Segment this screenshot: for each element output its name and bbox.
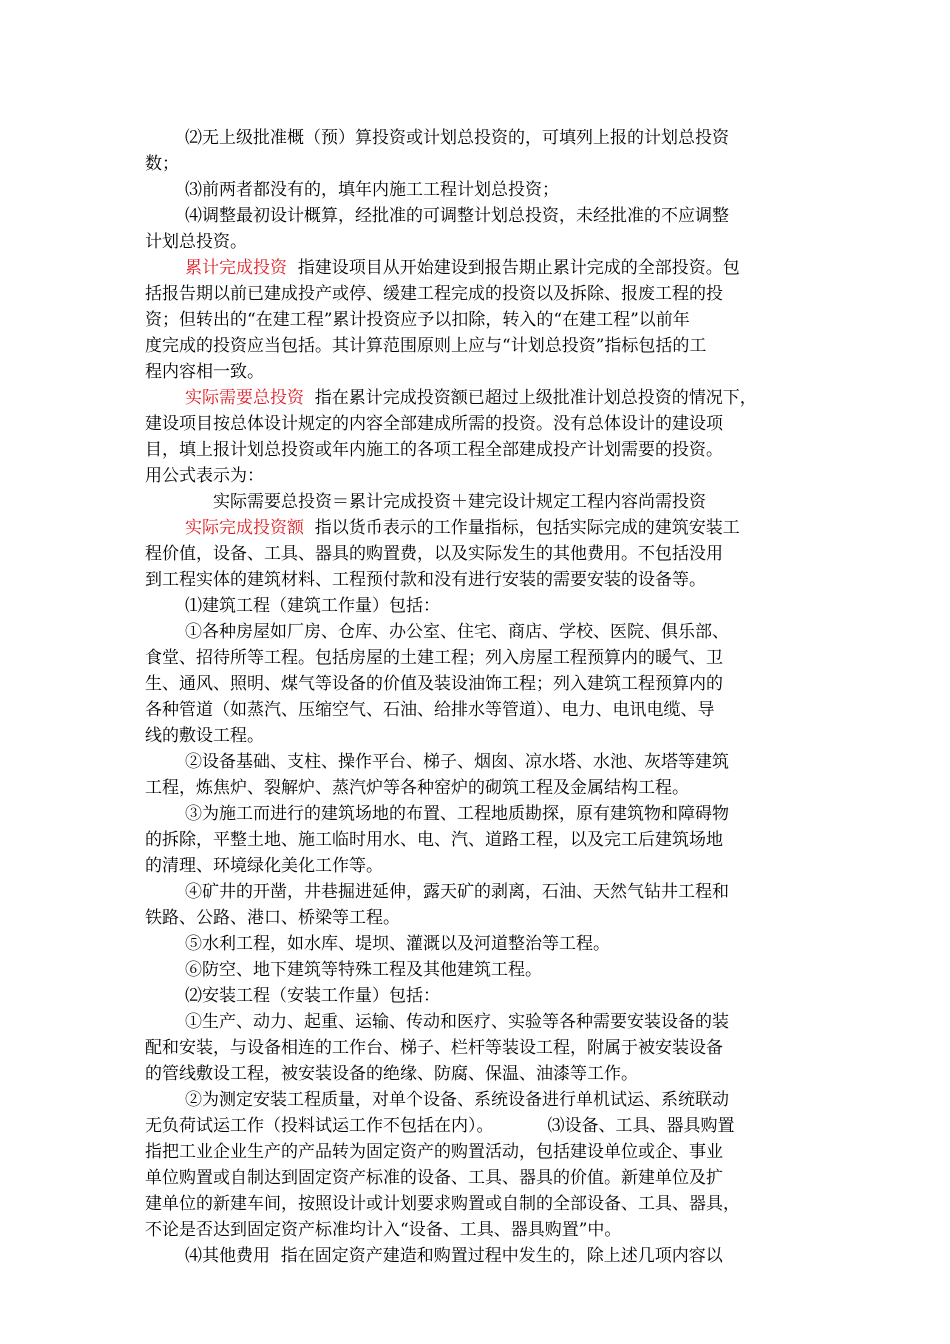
- term-actual-required-investment: 实际需要总投资: [185, 388, 304, 408]
- text-line: 工程，炼焦炉、裂解炉、蒸汽炉等各种窑炉的砌筑工程及金属结构工程。: [145, 778, 689, 798]
- text-line: ④矿井的开凿，井巷掘进延伸，露天矿的剥离，石油、天然气钻井工程和: [185, 882, 729, 902]
- text-line: 计划总投资。: [145, 232, 247, 252]
- term-actual-completed-investment: 实际完成投资额: [185, 518, 304, 538]
- definition-text: 指建设项目从开始建设到报告期止累计完成的全部投资。包: [287, 258, 740, 278]
- text-line: 的拆除，平整土地、施工临时用水、电、汽、道路工程，以及完工后建筑场地: [145, 830, 723, 850]
- text-line: 线的敷设工程。: [145, 726, 264, 746]
- text-line: 程内容相一致。: [145, 362, 264, 382]
- text-line: 用公式表示为：: [145, 466, 264, 486]
- text-line: 不论是否达到固定资产标准均计入“设备、工具、器具购置”中。: [145, 1220, 622, 1240]
- text-line: 度完成的投资应当包括。其计算范围原则上应与“计划总投资”指标包括的工: [145, 336, 707, 356]
- text-line: 建单位的新建车间，按照设计或计划要求购置或自制的全部设备、工具、器具，: [145, 1194, 740, 1214]
- text-line: ①各种房屋如厂房、仓库、办公室、住宅、商店、学校、医院、俱乐部、: [185, 622, 729, 642]
- text-line: 单位购置或自制达到固定资产标准的设备、工具、器具的价值。新建单位及扩: [145, 1168, 723, 1188]
- text-line: 铁路、公路、港口、桥梁等工程。: [145, 908, 400, 928]
- text-line: ③为施工而进行的建筑场地的布置、工程地质勘探，原有建筑物和障碍物: [185, 804, 729, 824]
- term-cumulative-investment: 累计完成投资: [185, 258, 287, 278]
- text-line: ②为测定安装工程质量，对单个设备、系统设备进行单机试运、系统联动: [185, 1090, 729, 1110]
- text-line: 到工程实体的建筑材料、工程预付款和没有进行安装的需要安装的设备等。: [145, 570, 706, 590]
- text-line: 无负荷试运工作（投料试运工作不包括在内）。 ⑶设备、工具、器具购置: [145, 1116, 735, 1136]
- text-line: 的管线敷设工程，被安装设备的绝缘、防腐、保温、油漆等工作。: [145, 1064, 638, 1084]
- text-line: ⑤水利工程，如水库、堤坝、灌溉以及河道整治等工程。: [185, 934, 610, 954]
- text-line: 配和安装，与设备相连的工作台、梯子、栏杆等装设工程，附属于被安装设备: [145, 1038, 723, 1058]
- text-line: 指把工业企业生产的产品转为固定资产的购置活动，包括建设单位或企、事业: [145, 1142, 723, 1162]
- text-line: ⑷其他费用 指在固定资产建造和购置过程中发生的，除上述几项内容以: [185, 1246, 723, 1266]
- text-line: 程价值，设备、工具、器具的购置费，以及实际发生的其他费用。不包括没用: [145, 544, 723, 564]
- text-line: 资；但转出的“在建工程”累计投资应予以扣除，转入的“在建工程”以前年: [145, 310, 690, 330]
- formula-line: 实际需要总投资＝累计完成投资＋建完设计规定工程内容尚需投资: [213, 492, 706, 512]
- text-line: 各种管道（如蒸汽、压缩空气、石油、给排水等管道）、电力、电讯电缆、导: [145, 700, 715, 720]
- text-line: 的清理、环境绿化美化工作等。: [145, 856, 383, 876]
- definition-line: [185, 515, 740, 541]
- definition-line: [185, 385, 757, 411]
- text-line: 括报告期以前已建成投产或停、缓建工程完成的投资以及拆除、报废工程的投: [145, 284, 723, 304]
- definition-line: [185, 255, 740, 281]
- section-heading: ⑴建筑工程（建筑工作量）包括：: [185, 596, 440, 616]
- text-line: ①生产、动力、起重、运输、传动和医疗、实验等各种需要安装设备的装: [185, 1012, 729, 1032]
- text-line: 建设项目按总体设计规定的内容全部建成所需的投资。没有总体设计的建设项: [145, 414, 723, 434]
- text-line: ②设备基础、支柱、操作平台、梯子、烟囱、凉水塔、水池、灰塔等建筑: [185, 752, 729, 772]
- text-line: 食堂、招待所等工程。包括房屋的土建工程；列入房屋工程预算内的暖气、卫: [145, 648, 723, 668]
- text-line: ⑶前两者都没有的，填年内施工工程计划总投资；: [185, 180, 559, 200]
- text-line: ⑵无上级批准概（预）算投资或计划总投资的，可填列上报的计划总投资: [185, 128, 729, 148]
- definition-text: 指在累计完成投资额已超过上级批准计划总投资的情况下，: [304, 388, 757, 408]
- definition-text: 指以货币表示的工作量指标，包括实际完成的建筑安装工: [304, 518, 740, 538]
- text-line: ⑷调整最初设计概算，经批准的可调整计划总投资，未经批准的不应调整: [185, 206, 729, 226]
- text-line: 目，填上报计划总投资或年内施工的各项工程全部建成投产计划需要的投资。: [145, 440, 723, 460]
- section-heading: ⑵安装工程（安装工作量）包括：: [185, 986, 440, 1006]
- text-line: ⑥防空、地下建筑等特殊工程及其他建筑工程。: [185, 960, 542, 980]
- text-line: 数；: [145, 154, 179, 174]
- text-line: 生、通风、照明、煤气等设备的价值及装设油饰工程；列入建筑工程预算内的: [145, 674, 723, 694]
